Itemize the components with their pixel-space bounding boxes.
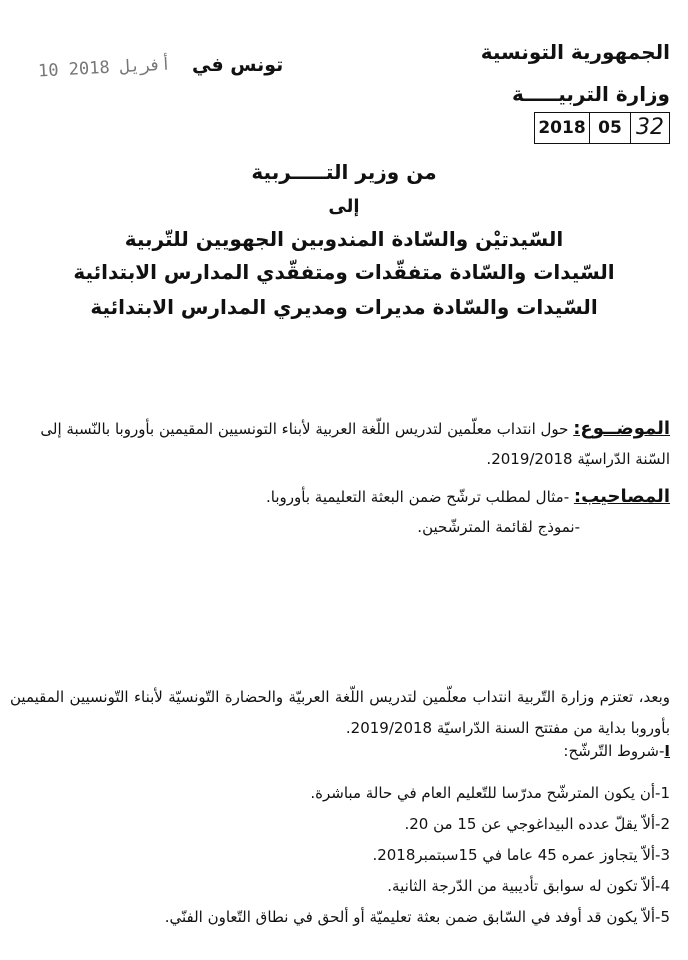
attachments-label: المصاحيب: bbox=[573, 486, 670, 507]
reference-month: 05 bbox=[589, 113, 630, 143]
body-intro-paragraph: وبعد، تعتزم وزارة التّربية انتداب معلّمين لتدريس اللّغة العربيّة والحضارة التّونسيّة لأبناء التّونسيين المقيمين بأوروبا بداية من مفتتح السنة الدّراسيّة 2019/2018. bbox=[10, 688, 670, 737]
subject-text: حول انتداب معلّمين لتدريس اللّغة العربية لأبناء التونسيين المقيمين بأوروبا بالنّسبة إلى السّنة الدّراسيّة 2019/2018. bbox=[40, 420, 670, 468]
condition-item: 3-ألاّ يتجاوز عمره 45 عاما في 15سبتمبر2018. bbox=[372, 846, 670, 864]
reference-number: 32 bbox=[630, 113, 669, 143]
conditions-title: -شروط التّرشّح: bbox=[563, 742, 665, 760]
subject-paragraph bbox=[10, 414, 670, 474]
reference-year: 2018 bbox=[538, 118, 586, 138]
condition-item: 1-أن يكون المترشّح مدرّسا للتّعليم العام في حالة مباشرة. bbox=[310, 784, 670, 802]
condition-item: 5-ألاّ يكون قد أوفد في السّابق ضمن بعثة تعليميّة أو ألحق في نطاق التّعاون الفنّي. bbox=[164, 908, 670, 926]
condition-item: 2-ألاّ يقلّ عدده البيداغوجي عن 15 من 20. bbox=[404, 815, 670, 833]
conditions-number: I bbox=[664, 742, 670, 760]
attachment-item: -نموذج لقائمة المترشّحين. bbox=[417, 518, 580, 536]
republic-title: الجمهورية التونسية bbox=[480, 40, 670, 64]
conditions-heading bbox=[563, 742, 670, 760]
condition-item: 4-ألاّ تكون له سوابق تأديبية من الدّرجة الثانية. bbox=[387, 877, 670, 895]
subject-label: الموضــوع: bbox=[573, 418, 670, 439]
addressee-line: السّيدات والسّادة متفقّدات ومتفقّدي المدارس الابتدائية bbox=[73, 260, 615, 284]
sender-line: من وزير التـــــربية bbox=[251, 160, 437, 184]
attachments-paragraph bbox=[10, 482, 670, 512]
to-label: إلى bbox=[328, 196, 360, 217]
addressee-line: السّيدتيْن والسّادة المندوبين الجهويين للتّربية bbox=[124, 227, 564, 251]
city-date-label: تونس في bbox=[192, 54, 284, 76]
attachment-item: -مثال لمطلب ترشّح ضمن البعثة التعليمية بأوروبا. bbox=[266, 488, 570, 506]
ministry-title: وزارة التربيـــــة bbox=[511, 82, 670, 106]
reference-number-box bbox=[534, 112, 670, 144]
date-stamp: 10 أفريل 2018 bbox=[37, 54, 172, 82]
addressee-line: السّيدات والسّادة مديرات ومديري المدارس الابتدائية bbox=[90, 295, 598, 319]
